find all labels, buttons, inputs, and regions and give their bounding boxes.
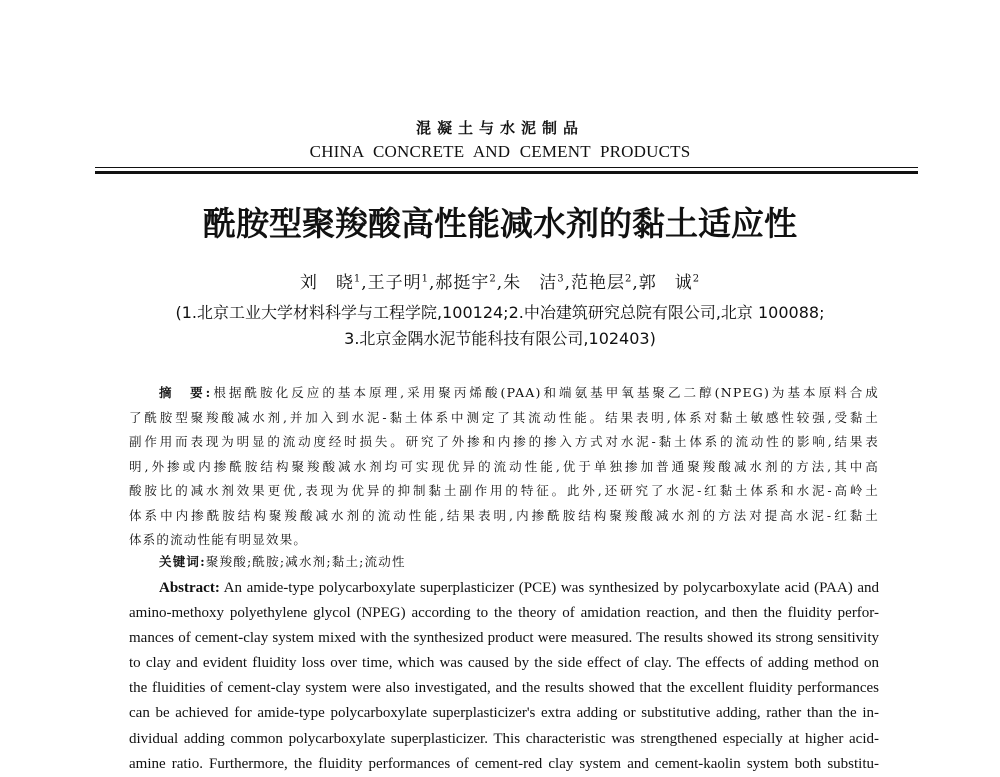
abstract-en-label: Abstract: [159, 580, 220, 596]
abstract-cn-label: 摘 要: [159, 385, 212, 400]
abstract-cn-line: 副作用而表现为明显的流动度经时损失。研究了外掺和内掺的掺入方式对水泥-黏土体系的流动性的影响,结果表 [129, 434, 879, 449]
author-list: 刘 晓$^1$,王子明$^1$,郝挺宇$^2$,朱 洁$^3$,范艳层$^2$,郭 诚$^2$ [299, 273, 701, 293]
author: 刘 晓$^1$ [299, 273, 362, 293]
keywords-cn [159, 552, 406, 570]
affiliations-line-2: 3.北京金隅水泥节能科技有限公司,102403) [344, 329, 656, 348]
abstract-en-line: amino-methoxy polyethylene glycol (NPEG) according to the theory of amidation reaction, and then the fluidity perfor- [129, 605, 879, 622]
author: 朱 洁$^3$ [503, 273, 565, 293]
keywords-text: 聚羧酸;酰胺;减水剂;黏土;流动性 [205, 554, 406, 569]
author: 范艳层$^2$ [570, 273, 633, 293]
abstract-en-line: to clay and evident fluidity loss over time, which was caused by the side effect of clay. The effects of adding method on [129, 655, 879, 672]
abstract-cn-line: 了酰胺型聚羧酸减水剂,并加入到水泥-黏土体系中测定了其流动性能。结果表明,体系对黏土敏感性较强,受黏土 [129, 409, 879, 425]
abstract-cn-line: 酸胺比的减水剂效果更优,表现为优异的抑制黏土副作用的特征。此外,还研究了水泥-红黏土体系和水泥-高岭土 [129, 483, 879, 498]
abstract-cn-line: 明,外掺或内掺酰胺结构聚羧酸减水剂均可实现优异的流动性能,优于单独掺加普通聚羧酸减水剂的方法,其中高 [129, 458, 879, 474]
abstract-en-line: Abstract: An amide-type polycarboxylate superplasticizer (PCE) was synthesized by polycarboxylate acid (PAA) and [159, 580, 879, 596]
author: 王子明$^1$ [367, 273, 430, 293]
abstract-en-line: amine ratio. Furthermore, the fluidity performances of cement-red clay system and cement-kaolin system both substitu- [129, 755, 879, 772]
abstract-cn-line: 体系中内掺酰胺结构聚羧酸减水剂的流动性能,结果表明,内掺酰胺结构聚羧酸减水剂的方法对提高水泥-红黏土 [129, 507, 879, 523]
journal-name-en: CHINA CONCRETE AND CEMENT PRODUCTS [309, 142, 691, 161]
abstract-cn-line: 体系的流动性能有明显效果。 [129, 532, 308, 547]
abstract-en-line: mances of cement-clay system mixed with the synthesized product were measured. The results showed its strong sensitivity [129, 630, 879, 647]
header-rule-thick [95, 171, 918, 174]
abstract-en [129, 576, 879, 777]
keywords-label: 关键词: [159, 554, 206, 569]
abstract-cn-line: 摘 要:根据酰胺化反应的基本原理,采用聚丙烯酸(PAA)和端氨基甲氧基聚乙二醇(NPEG)为基本原料合成 [159, 385, 879, 400]
author: 郝挺宇$^2$ [435, 273, 497, 293]
abstract-en-line: can be achieved for amide-type polycarboxylate superplasticizer's extra adding or substitutive adding, rather than the in- [129, 705, 879, 722]
article-title: 酰胺型聚羧酸高性能减水剂的黏土适应性 [203, 204, 797, 243]
abstract-en-line: dividual adding common polycarboxylate superplasticizer. This characteristic was strengthened especially at higher acid- [129, 730, 879, 747]
affiliations-line-1: (1.北京工业大学材料科学与工程学院,100124;2.中冶建筑研究总院有限公司,北京 100088; [175, 303, 825, 322]
header-rule-thin [95, 167, 918, 168]
abstract-en-line: the fluidities of cement-clay system were also investigated, and the results showed that the excellent fluidity performances [129, 680, 879, 697]
abstract-cn [129, 381, 879, 553]
journal-name-cn: 混凝土与水泥制品 [415, 119, 584, 137]
author: 郭 诚$^2$ [638, 273, 701, 293]
